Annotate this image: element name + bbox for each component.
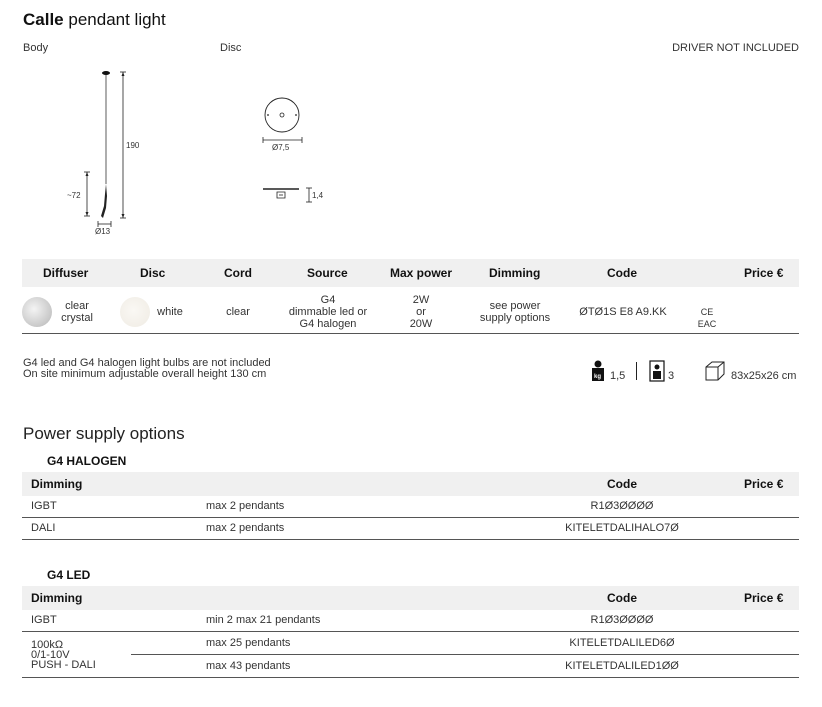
- row-capacity: min 2 max 21 pendants: [206, 614, 321, 626]
- row-dimming: IGBT: [31, 500, 57, 512]
- certification-marks: CE EAC: [697, 307, 717, 329]
- table-row: [22, 496, 799, 518]
- weight-icon: [590, 359, 606, 383]
- col-source: Source: [307, 266, 348, 280]
- dim-height-lamp: ~72: [67, 191, 81, 200]
- row-capacity: max 43 pendants: [206, 660, 291, 672]
- dim-lamp-diameter: Ø13: [95, 227, 111, 236]
- dim-disc-diameter: Ø7,5: [272, 143, 290, 152]
- led-title: G4 LED: [47, 568, 91, 582]
- col-diffuser: Diffuser: [43, 266, 89, 280]
- dimming-value: see power supply options: [479, 300, 551, 324]
- led-col-dimming: Dimming: [31, 591, 83, 605]
- source-value: G4 dimmable led or G4 halogen: [288, 294, 368, 330]
- dim-height-total: 190: [126, 141, 140, 150]
- cord-value: clear: [226, 306, 250, 318]
- spec-table-header: [22, 259, 799, 287]
- col-dimming: Dimming: [489, 266, 541, 280]
- disc-swatch: [120, 297, 150, 327]
- row-dimming: DALI: [31, 522, 56, 534]
- title-bold: Calle: [23, 10, 64, 29]
- diffuser-swatch: [22, 297, 52, 327]
- code-value: ØTØ1S E8 A9.KK: [579, 306, 667, 318]
- power-value: 2W or 20W: [409, 294, 433, 330]
- bulb-notes: G4 led and G4 halogen light bulbs are not included On site minimum adjustable overall height 130 cm: [23, 357, 271, 380]
- body-label: Body: [23, 42, 49, 54]
- diffuser-value: clear crystal: [61, 300, 93, 324]
- disc-top-view: [265, 98, 299, 132]
- led-table-header: [22, 586, 799, 610]
- col-code: Code: [607, 266, 637, 280]
- row-code: KITELETDALIHALO7Ø: [565, 522, 679, 534]
- box-icon: [704, 360, 726, 382]
- col-disc: Disc: [140, 266, 166, 280]
- col-cord: Cord: [224, 266, 252, 280]
- page-title: [23, 10, 166, 30]
- table-row: [22, 656, 799, 678]
- package-pieces: 3: [668, 370, 675, 382]
- driver-note: DRIVER NOT INCLUDED: [672, 42, 799, 54]
- title-rest: pendant light: [68, 10, 166, 29]
- table-row: [22, 610, 799, 632]
- col-price: Price €: [744, 266, 784, 280]
- row-code: R1Ø3ØØØØ: [590, 500, 654, 512]
- pack-divider: [636, 362, 637, 380]
- row-dimming: IGBT: [31, 614, 57, 626]
- halogen-col-price: Price €: [744, 477, 784, 491]
- pieces-icon: [649, 359, 665, 383]
- spec-table-row: [22, 288, 799, 334]
- package-dimensions: 83x25x26 cm: [731, 370, 797, 382]
- row-code: R1Ø3ØØØØ: [590, 614, 654, 626]
- svg-text:kg: kg: [594, 374, 602, 380]
- row-code: KITELETDALILED6Ø: [569, 637, 675, 649]
- led-col-price: Price €: [744, 591, 784, 605]
- col-max-power: Max power: [390, 266, 453, 280]
- row-capacity: max 2 pendants: [206, 500, 285, 512]
- lamp-body-shape: [101, 184, 107, 218]
- halogen-col-code: Code: [607, 477, 637, 491]
- table-row: [131, 633, 799, 655]
- halogen-title: G4 HALOGEN: [47, 454, 127, 468]
- led-dali-dimming-label: 100kΩ 0/1-10V PUSH - DALI: [31, 639, 96, 671]
- canopy-shape: [102, 71, 110, 75]
- row-capacity: max 25 pendants: [206, 637, 291, 649]
- led-col-code: Code: [607, 591, 637, 605]
- disc-label: Disc: [220, 42, 242, 54]
- halogen-col-dimming: Dimming: [31, 477, 83, 491]
- row-capacity: max 2 pendants: [206, 522, 285, 534]
- row-code: KITELETDALILED1ØØ: [565, 660, 679, 672]
- table-row: [22, 518, 799, 540]
- package-weight: 1,5: [610, 370, 626, 382]
- disc-drawing: [255, 96, 335, 206]
- body-drawing: [60, 66, 160, 238]
- dim-disc-thickness: 1,4: [312, 191, 324, 200]
- disc-value: white: [157, 306, 183, 318]
- halogen-table-header: [22, 472, 799, 496]
- power-supply-title: Power supply options: [23, 424, 185, 443]
